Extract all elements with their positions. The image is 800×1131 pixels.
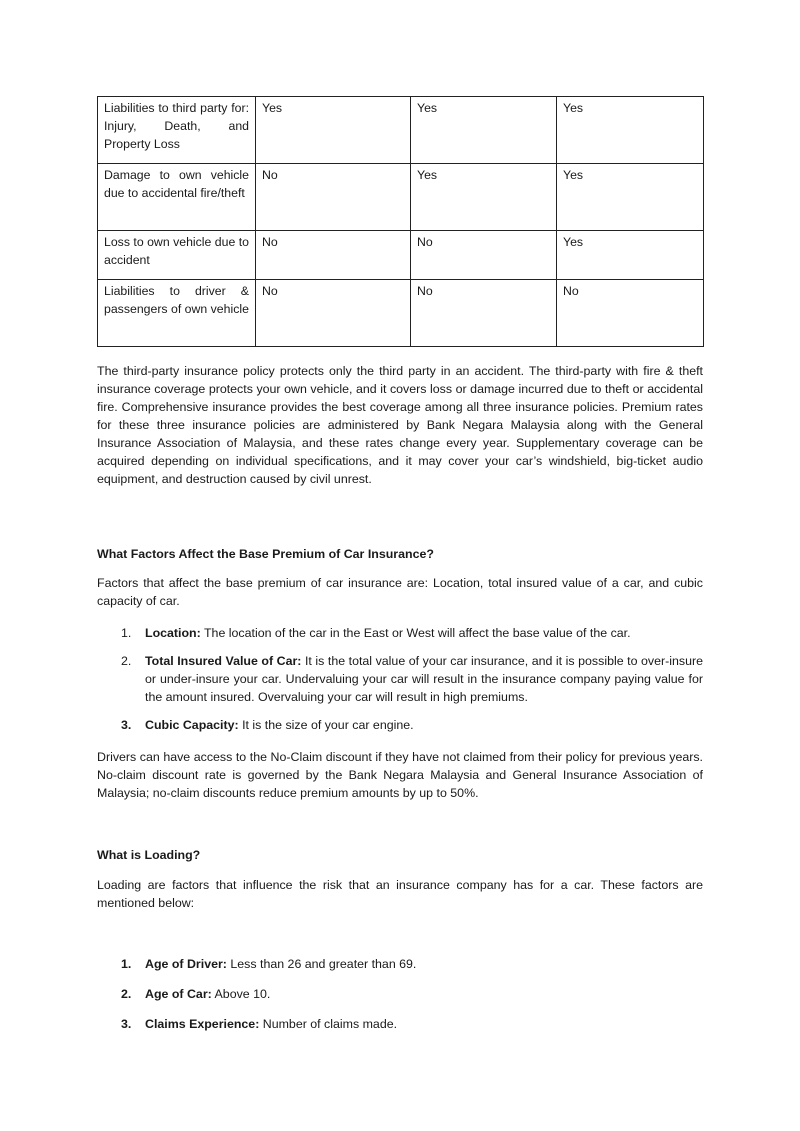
third-party-value: Yes [256, 97, 411, 164]
list-number: 1. [121, 957, 132, 971]
loading-heading: What is Loading? [97, 848, 201, 862]
intro-paragraph: The third-party insurance policy protects only the third party in an accident. The third-party with fire & theft insurance coverage protects your own vehicle, and it covers loss or damage incurred due to theft or accidental fire. Comprehensive insurance provides the best coverage among all three insurance policies. Premium rates for these three insurance policies are administered by Bank Negara Malaysia along with the General Insurance Association of Malaysia, and these rates change every year. Supplementary coverage can be acquired depending on individual specifications, and it may cover your car’s windshield, big-ticket audio equipment, and destruction caused by civil unrest. [97, 364, 703, 486]
base-premium-heading: What Factors Affect the Base Premium of Car Insurance? [97, 547, 434, 561]
table-row [98, 231, 704, 280]
comprehensive-value: Yes [557, 231, 704, 280]
fire-theft-value: Yes [411, 97, 557, 164]
table-row [98, 164, 704, 231]
comprehensive-value: Yes [557, 97, 704, 164]
list-term: Cubic Capacity: [145, 718, 239, 732]
list-text: Less than 26 and greater than 69. [226, 957, 417, 971]
no-claim-paragraph: Drivers can have access to the No-Claim discount if they have not claimed from their policy for previous years. No-claim discount rate is governed by the Bank Negara Malaysia and General Insurance Association of Malaysia; no-claim discounts reduce premium amounts by up to 50%. [97, 750, 703, 800]
list-item [97, 624, 703, 642]
base-premium-factors-list [97, 624, 703, 734]
list-text: Number of claims made. [259, 1017, 398, 1031]
fire-theft-value: No [411, 231, 557, 280]
list-item [97, 985, 703, 1003]
list-text: It is the size of your car engine. [238, 718, 414, 732]
loading-intro: Loading are factors that influence the risk that an insurance company has for a car. These factors are mentioned below: [97, 878, 703, 910]
list-number: 3. [121, 1017, 132, 1031]
list-item [97, 955, 703, 973]
coverage-label: Liabilities to driver & passengers of own vehicle [98, 280, 256, 347]
list-text: It is the total value of your car insurance, and it is possible to over-insure or under-insure your car. Undervaluing your car will result in the insurance company paying value for the amount insured. Overvaluing your car will result in high premiums. [145, 654, 703, 704]
coverage-label: Damage to own vehicle due to accidental fire/theft [98, 164, 256, 231]
list-item [97, 1015, 703, 1033]
list-number: 1. [121, 626, 132, 640]
comprehensive-value: No [557, 280, 704, 347]
list-term: Age of Car: [145, 987, 212, 1001]
third-party-value: No [256, 164, 411, 231]
base-premium-intro: Factors that affect the base premium of car insurance are: Location, total insured value of a car, and cubic capacity of car. [97, 576, 703, 608]
list-term: Age of Driver: [145, 957, 227, 971]
list-number: 2. [121, 987, 132, 1001]
list-text: The location of the car in the East or West will affect the base value of the car. [200, 626, 631, 640]
fire-theft-value: Yes [411, 164, 557, 231]
list-item [97, 652, 703, 706]
coverage-table [97, 96, 704, 347]
table-row [98, 280, 704, 347]
fire-theft-value: No [411, 280, 557, 347]
third-party-value: No [256, 231, 411, 280]
coverage-label: Loss to own vehicle due to accident [98, 231, 256, 280]
list-item [97, 716, 703, 734]
table-row [98, 97, 704, 164]
list-number: 3. [121, 718, 132, 732]
comprehensive-value: Yes [557, 164, 704, 231]
coverage-label: Liabilities to third party for: Injury, Death, and Property Loss [98, 97, 256, 164]
list-number: 2. [121, 654, 132, 668]
list-term: Total Insured Value of Car: [145, 654, 302, 668]
list-term: Location: [145, 626, 201, 640]
list-term: Claims Experience: [145, 1017, 260, 1031]
list-text: Above 10. [211, 987, 271, 1001]
loading-factors-list [97, 955, 703, 1033]
third-party-value: No [256, 280, 411, 347]
